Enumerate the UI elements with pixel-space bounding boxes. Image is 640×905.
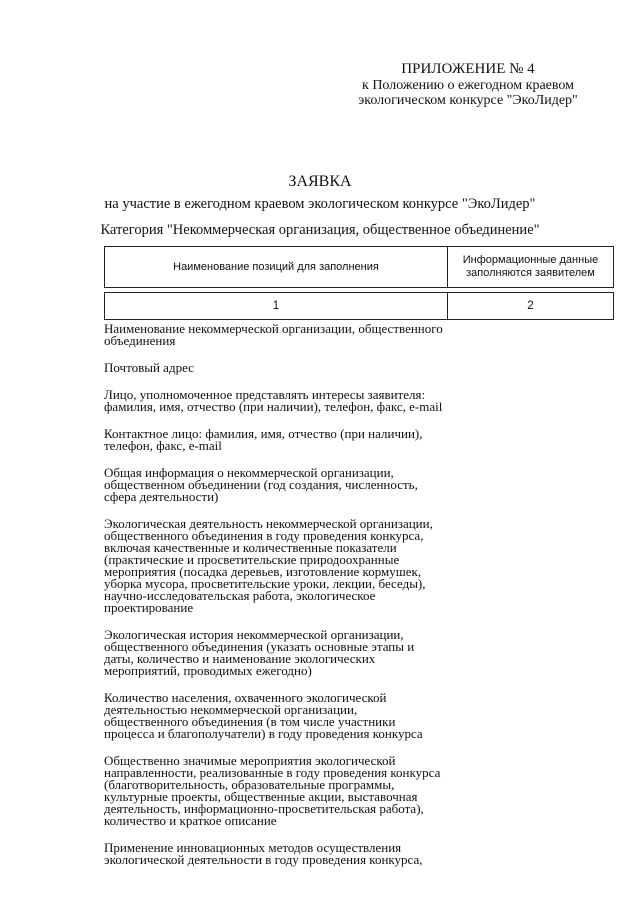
form-table: [104, 246, 614, 320]
list-item: Экологическая история некоммерческой организации, общественного объединения (указать основные этапы и даты, количество и наименование экологических мероприятий, проводимых ежегодно): [104, 627, 415, 678]
column-number-1: 1: [105, 293, 448, 320]
appendix-block: [338, 60, 598, 108]
list-item: Количество населения, охваченного экологической деятельностью некоммерческой организации, общественного объединения (в том числе участники процесса и благополучатели) в году проведения конкурса: [104, 690, 423, 741]
list-item: Наименование некоммерческой организации, общественного объединения: [104, 321, 443, 348]
appendix-number: ПРИЛОЖЕНИЕ № 4: [401, 61, 535, 77]
column-header-data: Информационные данные заполняются заявителем: [448, 247, 614, 288]
list-item: Общественно значимые мероприятия экологической направленности, реализованные в году проведения конкурса (благотворительность, образовательные программы, культурные проекты, общественные акции, выставочная деятельность, информационно-просветительская работа), количество и краткое описание: [104, 753, 441, 828]
column-number-2: 2: [448, 293, 614, 320]
table-header-row: [105, 247, 614, 288]
appendix-reference-line-1: к Положению о ежегодном краевом: [362, 78, 574, 93]
list-item: Лицо, уполномоченное представлять интересы заявителя: фамилия, имя, отчество (при наличии), телефон, факс, e-mail: [104, 387, 443, 414]
document-subtitle: на участие в ежегодном краевом экологическом конкурсе "ЭкоЛидер": [104, 196, 536, 212]
list-item: Экологическая деятельность некоммерческой организации, общественного объединения в году проведения конкурса, включая качественные и количественные показатели (практические и просветительские природоохранные мероприятия (посадка деревьев, изготовление кормушек, уборка мусора, просветительские уроки, лекции, беседы), научно-исследовательская работа, экологическое проектирование: [104, 516, 433, 615]
table-number-row: [105, 293, 614, 320]
list-item: Контактное лицо: фамилия, имя, отчество (при наличии), телефон, факс, e-mail: [104, 426, 423, 453]
form-items-list: [104, 323, 444, 881]
appendix-reference-line-2: экологическом конкурсе "ЭкоЛидер": [358, 93, 578, 108]
document-heading: ЗАЯВКА: [288, 173, 352, 190]
list-item: Применение инновационных методов осуществления экологической деятельности в году проведения конкурса,: [104, 840, 423, 867]
title-block: [0, 172, 640, 240]
document-category: Категория "Некоммерческая организация, общественное объединение": [100, 222, 540, 238]
column-header-positions: Наименование позиций для заполнения: [105, 247, 448, 288]
list-item: Почтовый адрес: [104, 360, 194, 375]
list-item: Общая информация о некоммерческой организации, общественном объединении (год создания, численность, сфера деятельности): [104, 465, 418, 504]
